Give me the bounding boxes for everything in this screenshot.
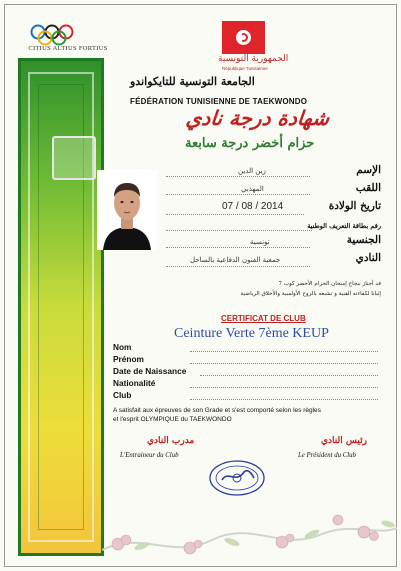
field-label-nom: Nom (113, 342, 132, 352)
dotted-line (166, 230, 312, 231)
field-label-nationality-ar: الجنسية (346, 234, 381, 246)
dotted-line (200, 375, 378, 376)
field-label-name-ar: الإسم (356, 164, 381, 176)
dotted-line (166, 194, 310, 195)
note-arabic-line1: قد أجتاز بنجاح إمتحان الحزام الأخضر كوب 7 (278, 281, 381, 287)
republic-arabic: الجمهورية التونسية (218, 54, 289, 64)
president-signature-arabic: رئيس النادي (321, 436, 367, 446)
field-label-club: Club (113, 390, 132, 400)
field-label-club-ar: النادي (355, 252, 381, 264)
president-signature-french: Le Président du Club (298, 452, 356, 459)
grade-arabic: حزام أخضر درجة سابعة (185, 136, 315, 151)
certificate-title-french: CERTIFICAT DE CLUB (221, 314, 306, 323)
grade-french: Ceinture Verte 7ème KEUP (174, 326, 329, 341)
student-photo (97, 170, 157, 250)
olympic-rings-icon (30, 24, 90, 46)
field-label-birthdate-ar: تاريخ الولادة (328, 200, 381, 212)
floral-decoration (102, 490, 397, 562)
field-label-prenom: Prénom (113, 354, 144, 364)
dotted-line (166, 266, 310, 267)
decorative-side-border (18, 58, 104, 556)
federation-french: FÉDÉRATION TUNISIENNE DE TAEKWONDO (130, 97, 308, 106)
republic-french: République Tunisienne (222, 66, 268, 71)
note-arabic-line2: إثباتا لكفاءته الفنية و تشبعه بالروح الأولمبية والأخلاق الرياضية (240, 291, 381, 297)
field-value-nationality: تونسية (250, 238, 270, 246)
dotted-line (190, 363, 378, 364)
satisfaction-line2: et l'esprit OLYMPIQUE du TAEKWONDO (113, 416, 232, 423)
coach-signature-arabic: مدرب النادي (147, 436, 195, 446)
field-value-birthdate: 07 / 08 / 2014 (222, 201, 284, 212)
tunisia-flag-icon (222, 21, 265, 54)
field-value-name: زين الدين (238, 167, 266, 175)
dotted-line (166, 247, 310, 248)
federation-emblem-icon (52, 136, 96, 180)
dotted-line (166, 176, 310, 177)
field-value-club: جمعية الفنون الدفاعية بالساحل (190, 256, 281, 264)
portrait-image (97, 170, 157, 250)
field-value-surname: المهذبي (241, 185, 264, 193)
field-label-date-naissance: Date de Naissance (113, 366, 187, 376)
dotted-line (166, 214, 304, 215)
field-label-id-ar: رقم بطاقة التعريف الوطنية (307, 222, 381, 230)
satisfaction-line1: A satisfait aux épreuves de son Grade et s'est comporté selon les règles (113, 407, 321, 414)
federation-arabic: الجامعة التونسية للتايكواندو (130, 75, 255, 88)
olympic-motto: CITIUS ALTIUS FORTIUS (28, 45, 108, 52)
dotted-line (190, 399, 378, 400)
certificate-title-arabic: شهادة درجة نادي (184, 106, 331, 130)
dotted-line (190, 387, 378, 388)
field-label-nationalite: Nationalité (113, 378, 156, 388)
dotted-line (190, 351, 378, 352)
field-label-surname-ar: اللقب (355, 182, 381, 194)
coach-signature-french: L'Entraineur du Club (120, 452, 179, 459)
